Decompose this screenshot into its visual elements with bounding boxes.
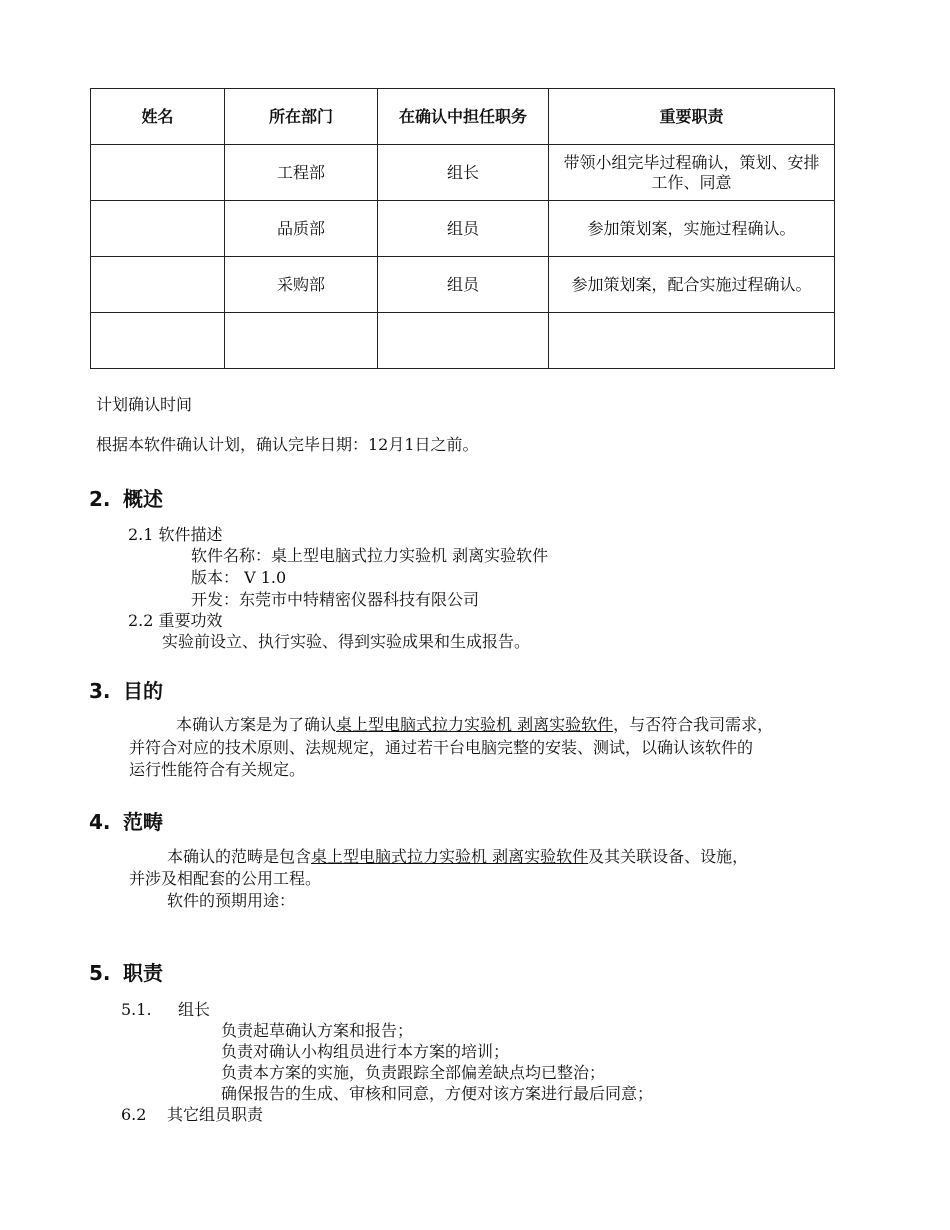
cell-role: 组员: [378, 201, 549, 257]
subsection-6-2-title: 其它组员职责: [167, 1105, 264, 1124]
subsection-2-1: 2.1 软件描述: [128, 525, 223, 544]
plan-title: 计划确认时间: [96, 395, 193, 414]
section-2-heading: [89, 483, 163, 512]
scope-text: 及其关联设备、设施，: [588, 847, 749, 866]
cell-dept: [225, 313, 378, 369]
cell-duty: [549, 313, 835, 369]
main-function: 实验前设立、执行实验、得到实验成果和生成报告。: [162, 632, 531, 651]
table-row: [91, 145, 835, 201]
purpose-line-1: [176, 714, 773, 736]
section-title: 范畴: [123, 810, 163, 834]
subsection-5-1-title: 组长: [178, 1000, 211, 1019]
section-number: 3.: [89, 679, 111, 703]
section-title: 概述: [123, 487, 163, 511]
duty-item: 负责本方案的实施，负责跟踪全部偏差缺点均已整治；: [221, 1063, 606, 1082]
cell-role: [378, 313, 549, 369]
section-title: 职责: [123, 961, 163, 985]
purpose-text: ，与否符合我司需求，: [613, 715, 774, 734]
duty-item: 负责起草确认方案和报告；: [221, 1021, 414, 1040]
cell-name: [91, 145, 225, 201]
subsection-6-2-number: 6.2: [121, 1105, 147, 1124]
table-row: [91, 201, 835, 257]
software-name: 软件名称：桌上型电脑式拉力实验机 剥离实验软件: [191, 546, 549, 565]
section-3-heading: [89, 675, 163, 704]
scope-line-2: 并涉及相配套的公用工程。: [129, 869, 322, 888]
scope-line-3: 软件的预期用途：: [167, 891, 296, 910]
section-4-heading: [89, 806, 163, 835]
cell-name: [91, 201, 225, 257]
section-5-heading: [89, 957, 163, 986]
subsection-2-2: 2.2 重要功效: [128, 611, 223, 630]
purpose-line-3: 运行性能符合有关规定。: [129, 760, 306, 779]
cell-role: 组员: [378, 257, 549, 313]
section-title: 目的: [123, 679, 163, 703]
purpose-text: 本确认方案是为了确认: [176, 715, 337, 734]
cell-name: [91, 313, 225, 369]
section-number: 2.: [89, 487, 111, 511]
table-row: [91, 257, 835, 313]
subsection-5-1-number: 5.1.: [121, 1000, 152, 1019]
section-number: 4.: [89, 810, 111, 834]
software-title-underlined: 桌上型电脑式拉力实验机 剥离实验软件: [311, 847, 589, 866]
duty-item: 负责对确认小构组员进行本方案的培训；: [221, 1042, 510, 1061]
roster-table: [90, 88, 835, 369]
software-version: 版本： V 1.0: [191, 568, 287, 587]
software-developer: 开发：东莞市中特精密仪器科技有限公司: [191, 590, 480, 609]
purpose-line-2: 并符合对应的技术原则、法规规定，通过若干台电脑完整的安装、测试，以确认该软件的: [129, 738, 754, 757]
table-row: [91, 313, 835, 369]
header-dept: 所在部门: [225, 89, 378, 145]
section-number: 5.: [89, 961, 111, 985]
scope-line-1: [167, 846, 748, 868]
cell-duty: 带领小组完毕过程确认，策划、安排工作、同意: [549, 145, 835, 201]
header-duty: 重要职责: [549, 89, 835, 145]
software-title-underlined: 桌上型电脑式拉力实验机 剥离实验软件: [336, 715, 614, 734]
cell-duty: 参加策划案，配合实施过程确认。: [549, 257, 835, 313]
table-header-row: [91, 89, 835, 145]
header-name: 姓名: [91, 89, 225, 145]
plan-text: 根据本软件确认计划，确认完毕日期：12月1日之前。: [96, 435, 479, 454]
cell-role: 组长: [378, 145, 549, 201]
cell-dept: 品质部: [225, 201, 378, 257]
scope-text: 本确认的范畴是包含: [167, 847, 312, 866]
duty-item: 确保报告的生成、审核和同意，方便对该方案进行最后同意；: [221, 1084, 654, 1103]
header-role: 在确认中担任职务: [378, 89, 549, 145]
cell-dept: 采购部: [225, 257, 378, 313]
cell-dept: 工程部: [225, 145, 378, 201]
cell-duty: 参加策划案，实施过程确认。: [549, 201, 835, 257]
cell-name: [91, 257, 225, 313]
